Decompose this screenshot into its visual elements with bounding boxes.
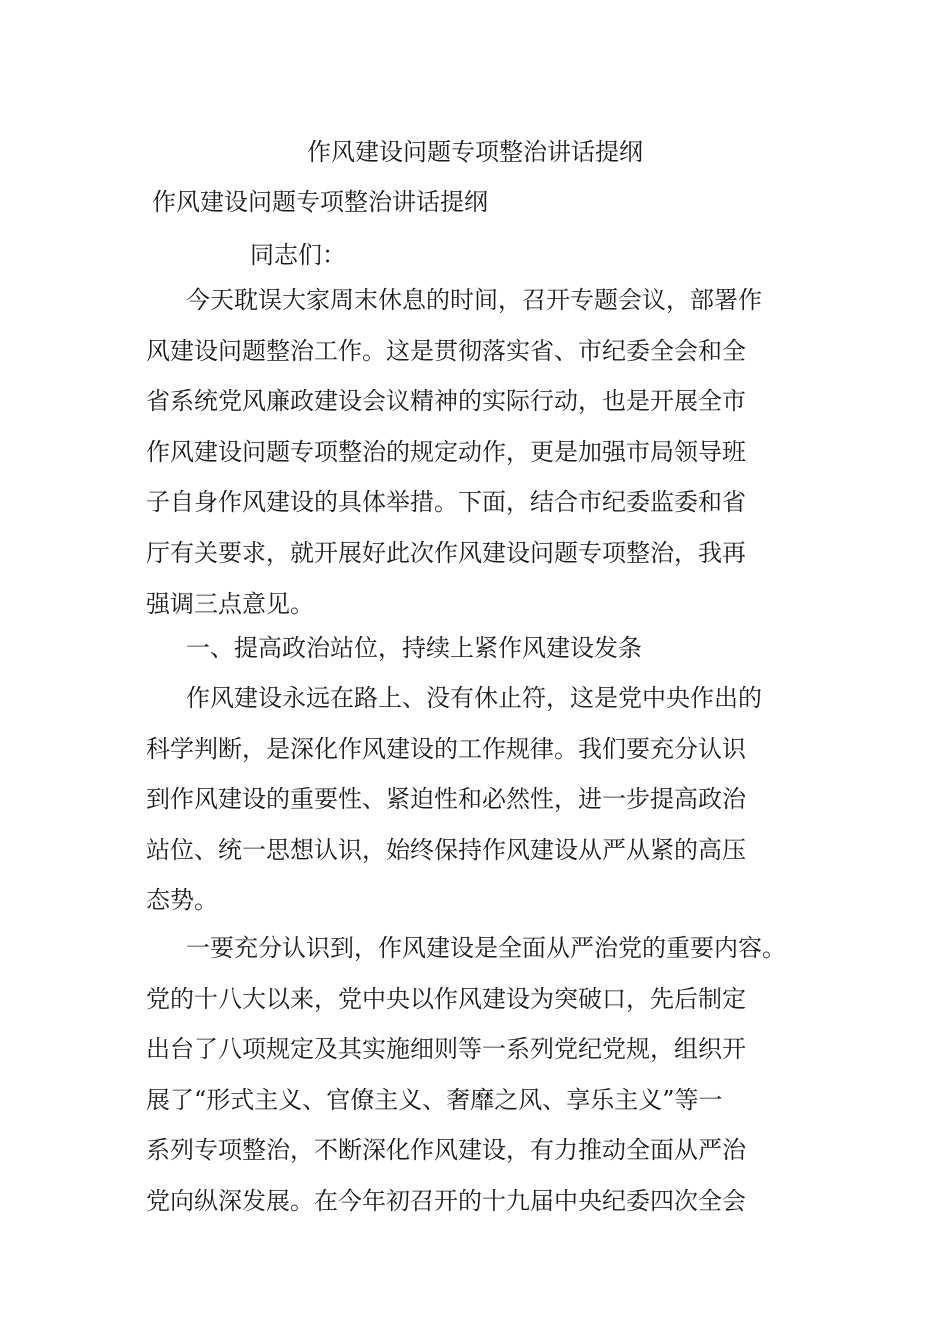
paragraph-line: 今天耽误大家周末休息的时间，召开专题会议，部署作: [186, 286, 762, 314]
paragraph-line: 一要充分认识到，作风建设是全面从严治党的重要内容。: [186, 934, 786, 962]
paragraph-3: [146, 923, 826, 1227]
paragraph-line: 到作风建设的重要性、紧迫性和必然性，进一步提高政治: [146, 785, 746, 814]
salutation: 同志们：: [250, 241, 346, 269]
paragraph-line: 展了“形式主义、官僚主义、奢靡之风、享乐主义”等一: [146, 1085, 723, 1114]
paragraph-line: 子自身作风建设的具体举措。下面，结合市纪委监委和省: [146, 488, 746, 517]
paragraph-1: [146, 275, 826, 629]
paragraph-line: 作风建设问题专项整治的规定动作，更是加强市局领导班: [146, 437, 746, 466]
paragraph-line: 风建设问题整治工作。这是贯彻落实省、市纪委全会和全: [146, 336, 746, 365]
paragraph-line: 科学判断，是深化作风建设的工作规律。我们要充分认识: [146, 734, 746, 763]
paragraph-2: [146, 673, 826, 926]
paragraph-line: 党向纵深发展。在今年初召开的十九届中央纪委四次全会: [146, 1186, 746, 1215]
paragraph-line: 作风建设永远在路上、没有休止符，这是党中央作出的: [186, 684, 762, 712]
section-heading-1: [146, 623, 826, 674]
paragraph-line: 站位、统一思想认识，始终保持作风建设从严从紧的高压: [146, 835, 746, 864]
document-subtitle: 作风建设问题专项整治讲话提纲: [152, 188, 488, 216]
paragraph-line: 态势。: [146, 886, 218, 915]
paragraph-line: 系列专项整治，不断深化作风建设，有力推动全面从严治: [146, 1136, 746, 1165]
paragraph-line: 省系统党风廉政建设会议精神的实际行动，也是开展全市: [146, 387, 746, 416]
document-title: 作风建设问题专项整治讲话提纲: [307, 138, 643, 166]
section-heading-text: 一、提高政治站位，持续上紧作风建设发条: [186, 634, 642, 662]
paragraph-line: 厅有关要求，就开展好此次作风建设问题专项整治，我再: [146, 538, 746, 567]
paragraph-line: 出台了八项规定及其实施细则等一系列党纪党规，组织开: [146, 1035, 746, 1064]
paragraph-line: 强调三点意见。: [146, 589, 314, 618]
paragraph-line: 党的十八大以来，党中央以作风建设为突破口，先后制定: [146, 984, 746, 1013]
